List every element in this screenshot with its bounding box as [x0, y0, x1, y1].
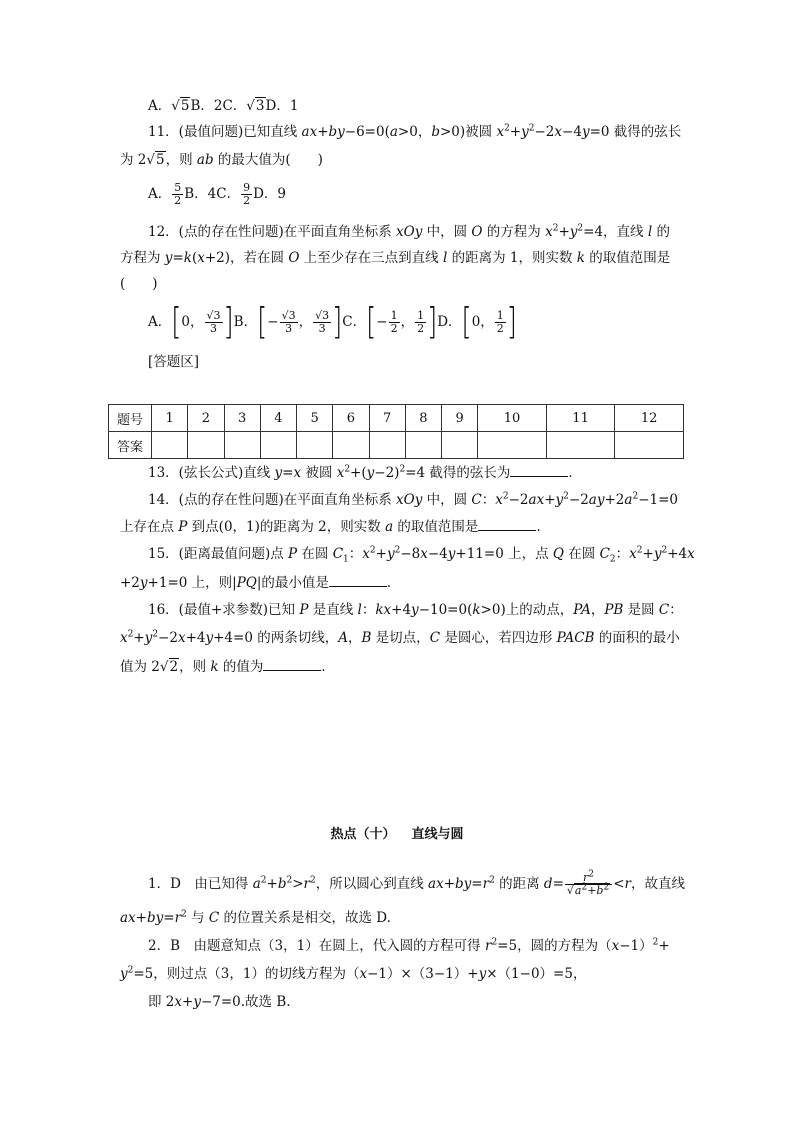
q11-options: A． $\frac{5}{2}$ B．4C． $\frac{9}{2}$ D．9 — [148, 181, 287, 207]
answer-cell[interactable] — [369, 432, 405, 459]
answer-cell[interactable] — [546, 432, 615, 459]
q14-line2: 上存在点 P 到点(0，1)的距离为 2，则实数 a 的取值范围是 ． — [120, 516, 550, 537]
q13: 13．(弦长公式)直线 y=x 被圆 $x^2+(y-2)^2=4$ 截得的弦长为 ． — [148, 462, 582, 483]
q15-line1: 15．(距离最值问题)点 P 在圆 $C_1$：$x^2+y^2-8x-4y+11=0$ 上，点 Q 在圆 $C_2$：$x^2+y^2+4x$ — [148, 545, 695, 565]
answer-table-answer-label: 答案 — [109, 432, 152, 459]
sol2-line2: $y^2=5$，则过点（3，1）的切线方程为（x−1）×（3−1）+y×（1−0）=5， — [120, 965, 587, 982]
q16-line2: $x^2+y^2-2x+4y+4=0$ 的两条切线，A，B 是切点，C 是圆心，若四边形 PACB 的面积的最小 — [120, 629, 680, 646]
answer-table-number: 6 — [333, 405, 369, 432]
answer-area-label: [答题区] — [148, 354, 200, 370]
answer-cell[interactable] — [333, 432, 369, 459]
q10-options: A．√5B．2C．√3D．1 — [148, 98, 299, 114]
answer-cell[interactable] — [224, 432, 260, 459]
answer-table-number: 1 — [152, 405, 188, 432]
answer-cell[interactable] — [188, 432, 224, 459]
q12-line2: 方程为 y=k(x+2)，若在圆 O 上至少存在三点到直线 l 的距离为 1，则实数 k 的取值范围是 — [120, 250, 671, 266]
sol1-line2: $ax+by=r^2$ 与 C 的位置关系是相交，故选 D. — [120, 909, 391, 926]
q12-line1: 12．(点的存在性问题)在平面直角坐标系 xOy 中，圆 O 的方程为 $x^2+y^2=4$，直线 l 的 — [148, 223, 670, 240]
q12-line3: ( ) — [120, 276, 158, 292]
answer-table-number: 8 — [405, 405, 441, 432]
answer-table-number: 5 — [297, 405, 333, 432]
answer-table-number: 7 — [369, 405, 405, 432]
answer-table-number: 11 — [546, 405, 615, 432]
answer-cell[interactable] — [442, 432, 478, 459]
answer-table-answer-row — [109, 432, 684, 459]
q16-line1: 16．(最值+求参数)已知 P 是直线 l：kx+4y−10=0(k>0)上的动点，PA，PB 是圆 C： — [148, 602, 683, 618]
q14-line1: 14．(点的存在性问题)在平面直角坐标系 xOy 中，圆 C：$x^2-2ax+y^2-2ay+2a^2-1=0$ — [148, 491, 678, 508]
answer-table-number: 3 — [224, 405, 260, 432]
section-title-part1: 热点（十） — [330, 827, 396, 842]
answer-cell[interactable] — [260, 432, 296, 459]
answer-table — [108, 404, 684, 459]
section-title-part2: 直线与圆 — [411, 827, 464, 842]
q16-line3: 值为 2√2，则 k 的值为 ． — [120, 656, 335, 677]
answer-cell[interactable] — [478, 432, 547, 459]
answer-cell[interactable] — [152, 432, 188, 459]
section-title — [0, 823, 794, 842]
answer-cell[interactable] — [615, 432, 684, 459]
sol2-line3: 即 2x+y−7=0.故选 B. — [148, 994, 291, 1010]
q11-line2: 为 2√5，则 ab 的最大值为( ) — [120, 152, 323, 168]
answer-cell[interactable] — [297, 432, 333, 459]
q12-options: A．[0， $\frac{√3}{3}$ ]B．[− $\frac{√3}{3}$ ， $\frac{√3}{3}$ ]C．[− $\frac{1}{2}$ ， $\frac{1}{2}$ ]D．[0， $\frac{1}{2}$ ] — [148, 301, 517, 344]
answer-table-header-label: 题号 — [109, 405, 152, 432]
answer-cell[interactable] — [405, 432, 441, 459]
q15-line2: +2y+1=0 上，则|PQ|的最小值是 ． — [120, 572, 400, 593]
answer-table-number: 9 — [442, 405, 478, 432]
sol1-line1: 1．D 由已知得 $a^2+b^2>r^2$，所以圆心到直线 $ax+by=r^2$ 的距离 d= $\frac{r^2}{√a^2+b^2}$ <r，故直线 — [148, 869, 685, 897]
answer-table-number: 2 — [188, 405, 224, 432]
answer-table-header-row — [109, 405, 684, 432]
sol2-line1: 2．B 由题意知点（3，1）在圆上，代入圆的方程可得 $r^2=5$，圆的方程为$(x-1)^2+$ — [148, 937, 670, 954]
q11-line1: 11．(最值问题)已知直线 ax+by−6=0(a>0，b>0)被圆 $x^2+y^2-2x-4y=0$ 截得的弦长 — [148, 123, 682, 140]
answer-table-number: 10 — [478, 405, 547, 432]
answer-table-number: 4 — [260, 405, 296, 432]
answer-table-number: 12 — [615, 405, 684, 432]
